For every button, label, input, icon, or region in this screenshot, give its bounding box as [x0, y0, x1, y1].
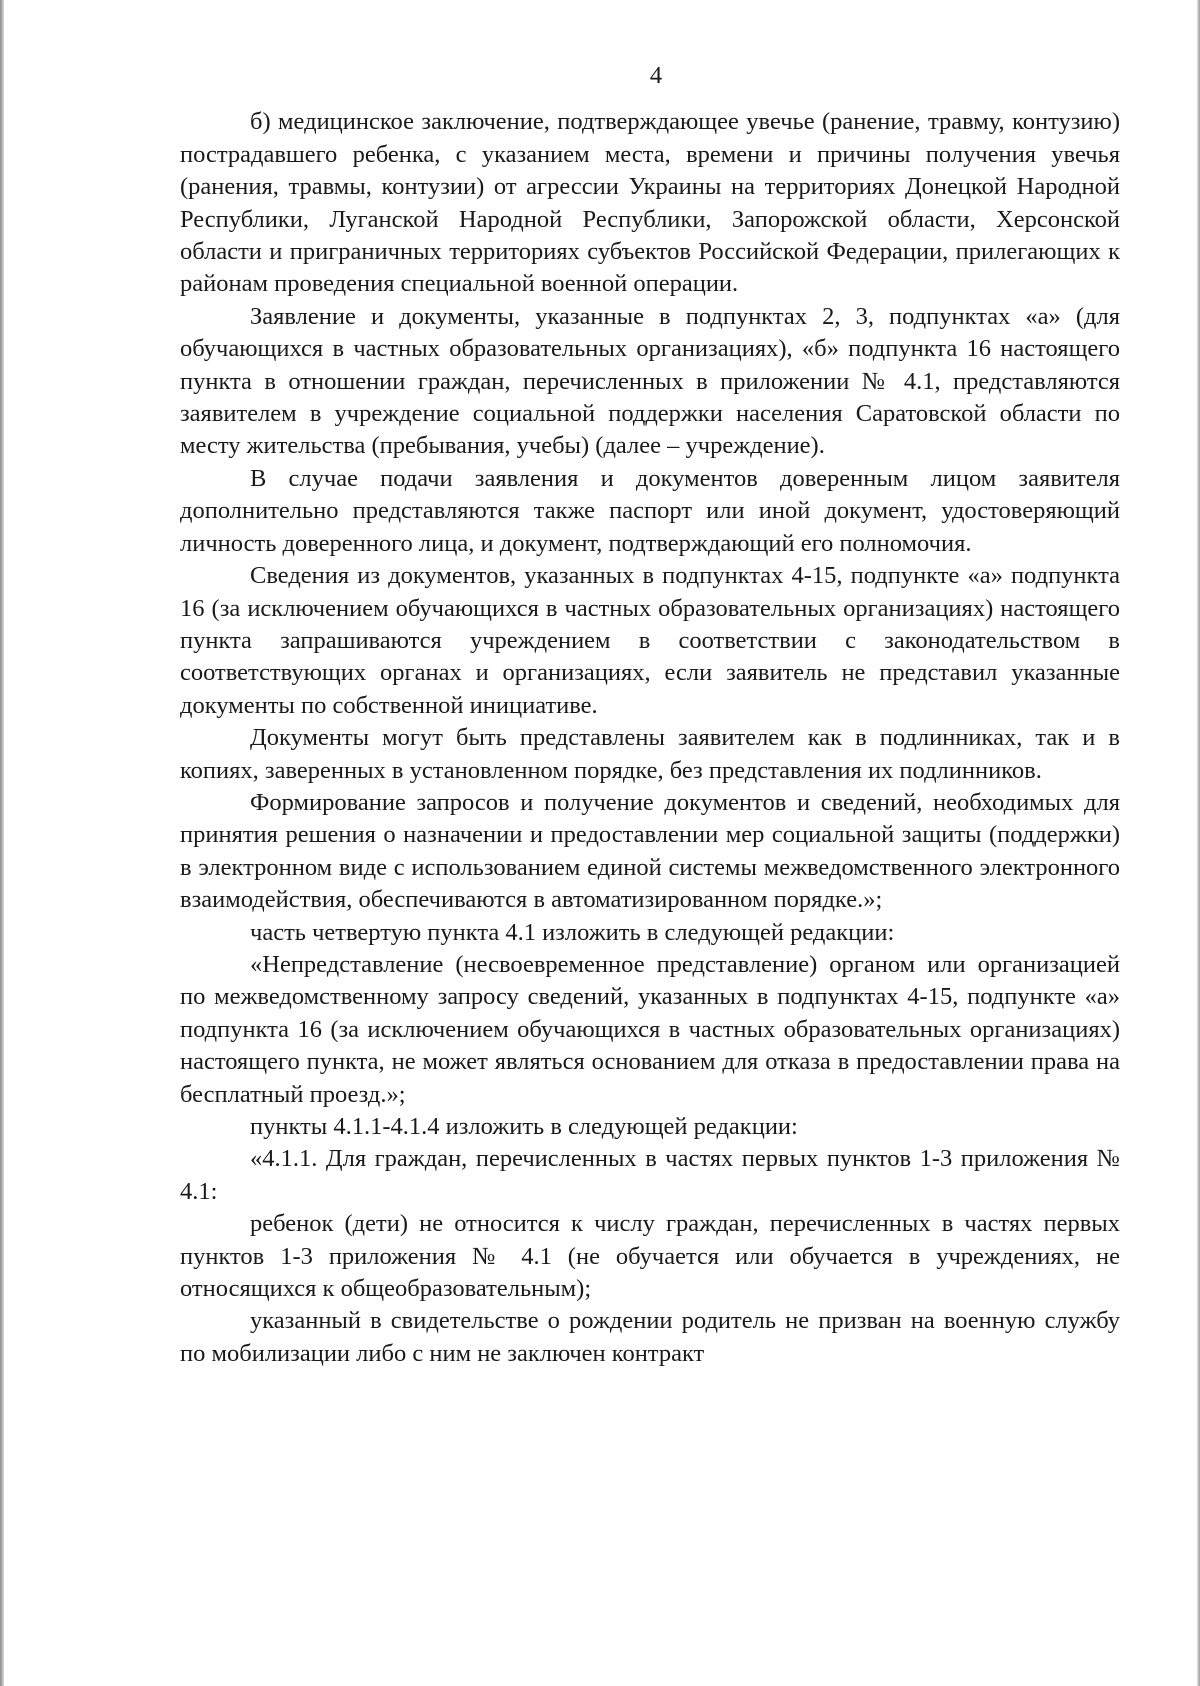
paragraph-item-4-1-1: «4.1.1. Для граждан, перечисленных в частях первых пунктов 1-3 приложения № 4.1:: [180, 1145, 1120, 1205]
page-number: 4: [649, 62, 663, 89]
paragraph-medical-conclusion: б) медицинское заключение, подтверждающее увечье (ранение, травму, контузию) пострадавшего ребенка, с указанием места, времени и причины получения увечья (ранения, травмы, контузии) от агрессии Украины на территориях Донецкой Народной Республики, Луганской Народной Республики, Запорожской области, Херсонской области и приграничных территориях субъектов Российской Федерации, прилегающих к районам проведения специальной военной операции.: [180, 108, 1120, 298]
paragraph-electronic-interaction: Формирование запросов и получение документов и сведений, необходимых для принятия решения о назначении и предоставлении мер социальной защиты (поддержки) в электронном виде с использованием единой системы межведомственного электронного взаимодействия, обеспечиваются в автоматизированном порядке.»;: [180, 788, 1120, 914]
paragraph-child-condition: ребенок (дети) не относится к числу граждан, перечисленных в частях первых пунктов 1-3 приложения № 4.1 (не обучается или обучается в учреждениях, не относящихся к общеобразовательным);: [180, 1210, 1120, 1303]
document-page: [180, 60, 1120, 1370]
paragraph-amendment-part-four: часть четвертую пункта 4.1 изложить в следующей редакции:: [250, 918, 895, 946]
paragraph-parent-condition: указанный в свидетельстве о рождении родитель не призван на военную службу по мобилизации либо с ним не заключен контракт: [180, 1307, 1120, 1367]
scan-edge-left: [0, 0, 4, 1686]
paragraph-trusted-person: В случае подачи заявления и документов доверенным лицом заявителя дополнительно представляются также паспорт или иной документ, удостоверяющий личность доверенного лица, и документ, подтверждающий его полномочия.: [180, 464, 1120, 557]
paragraph-non-submission: «Непредставление (несвоевременное представление) органом или организацией по межведомственному запросу сведений, указанных в подпунктах 4-15, подпункте «а» подпункта 16 (за исключением обучающихся в частных образовательных организациях) настоящего пункта, не может являться основанием для отказа в предоставлении права на бесплатный проезд.»;: [180, 950, 1120, 1108]
paragraph-document-copies: Документы могут быть представлены заявителем как в подлинниках, так и в копиях, заверенных в установленном порядке, без представления их подлинников.: [180, 724, 1120, 784]
paragraph-application-documents: Заявление и документы, указанные в подпунктах 2, 3, подпунктах «а» (для обучающихся в частных образовательных организациях), «б» подпункта 16 настоящего пункта в отношении граждан, перечисленных в приложении № 4.1, представляются заявителем в учреждение социальной поддержки населения Саратовской области по месту жительства (пребывания, учебы) (далее – учреждение).: [180, 302, 1120, 460]
paragraph-information-requests: Сведения из документов, указанных в подпунктах 4-15, подпункте «а» подпункта 16 (за исключением обучающихся в частных образовательных организациях) настоящего пункта запрашиваются учреждением в соответствии с законодательством в соответствующих органах и организациях, если заявитель не представил указанные документы по собственной инициативе.: [180, 562, 1120, 719]
paragraph-amendment-items: пункты 4.1.1-4.1.4 изложить в следующей редакции:: [250, 1113, 798, 1140]
